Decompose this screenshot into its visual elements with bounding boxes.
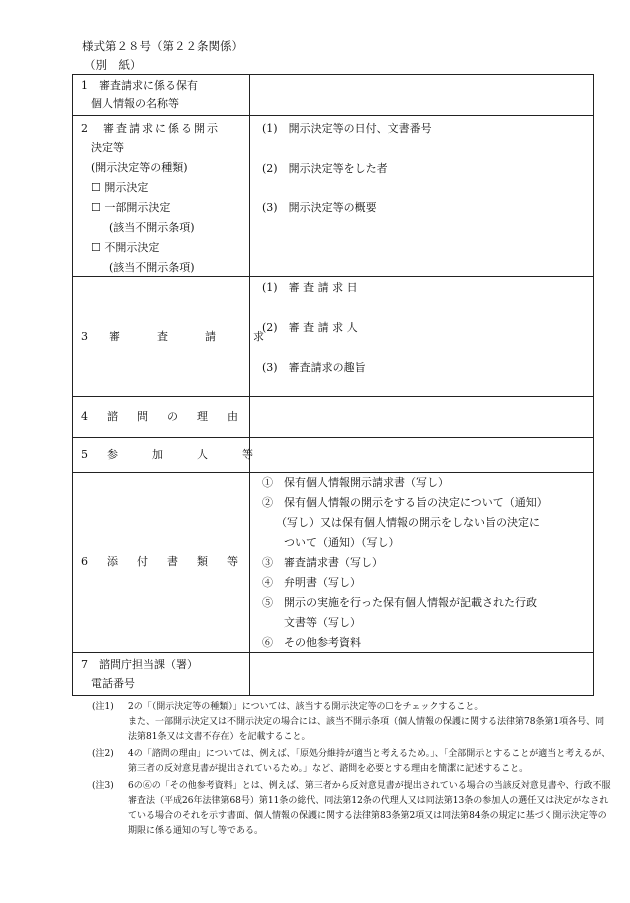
row1-value-cell[interactable] xyxy=(250,75,594,116)
note-3-line-1: 6の⑥の「その他参考資料」とは、例えば、第三者から反対意見書が提出されている場合の当該反対意見書や、行政不服審査法（平成26年法律第68号）第11条の総代、同法第12条の代理人又は同法第13条の参加人の選任又は決定がなされている場合のそれを示す書面、個人情報の保護に関する法律第83条第2項又は同法第84条の規定に基づく開示決定等の期限に係る通知の写し等である。 xyxy=(128,781,611,836)
row7-value-cell[interactable] xyxy=(250,653,594,696)
row-request xyxy=(73,277,594,397)
note-1 xyxy=(72,700,612,745)
note-3-body xyxy=(128,779,612,839)
non-disclosure-clause-note: (該当不開示条項) xyxy=(109,261,195,274)
attachment-item-6: ⑥ その他参考資料 xyxy=(262,636,361,649)
row2-label-line2: 決定等 xyxy=(91,141,124,154)
row-target-info xyxy=(73,75,594,116)
attachment-item-4: ④ 弁明書（写し） xyxy=(262,576,361,589)
checkbox-non-disclosure[interactable]: ☐ 不開示決定 xyxy=(91,241,160,254)
row4-value-cell[interactable] xyxy=(250,397,594,438)
form-table xyxy=(72,74,594,696)
attachment-item-2-cont2: ついて（通知）（写し） xyxy=(284,536,400,549)
row4-label-cell xyxy=(73,397,250,438)
request-date-label: (1) 審 査 請 求 日 xyxy=(262,281,358,294)
attachment-item-5: ⑤ 開示の実施を行った保有個人情報が記載された行政 xyxy=(262,596,537,609)
row6-label: 6 添 付 書 類 等 xyxy=(81,555,242,568)
decision-date-label: (1) 開示決定等の日付、文書番号 xyxy=(262,122,432,135)
note-2-body xyxy=(128,747,612,777)
row3-value-cell xyxy=(250,277,594,397)
partial-clause-note: (該当不開示条項) xyxy=(109,221,195,234)
row6-value-cell xyxy=(250,473,594,653)
attachment-item-2-cont1: （写し）又は保有個人情報の開示をしない旨の決定に xyxy=(276,516,540,529)
form-title: 様式第２８号（第２２条関係） xyxy=(82,39,243,53)
row3-label: 3 審 査 請 求 xyxy=(81,330,269,343)
row-decision xyxy=(73,116,594,277)
row7-label-cell xyxy=(73,653,250,696)
row2-label-line3: (開示決定等の種類) xyxy=(91,161,188,174)
form-subtitle: （別 紙） xyxy=(84,58,142,72)
attachment-item-1: ① 保有個人情報開示請求書（写し） xyxy=(262,476,449,489)
note-1-line-1: 2の「（開示決定等の種類）」については、該当する開示決定等の☐をチェックすること。 xyxy=(128,702,484,712)
row2-label-cell xyxy=(73,116,250,277)
row2-value-cell xyxy=(250,116,594,277)
row1-label-line2: 個人情報の名称等 xyxy=(91,97,179,110)
row2-label-line1: 2 審査請求に係る開示 xyxy=(81,122,220,135)
row-consult-reason xyxy=(73,397,594,438)
request-purpose-label: (3) 審査請求の趣旨 xyxy=(262,361,366,374)
row5-value-cell[interactable] xyxy=(250,438,594,473)
decision-maker-label: (2) 開示決定等をした者 xyxy=(262,162,388,175)
note-2 xyxy=(72,747,612,777)
checkbox-partial-disclosure[interactable]: ☐ 一部開示決定 xyxy=(91,201,171,214)
note-1-body xyxy=(128,700,612,745)
attachment-item-5-cont: 文書等（写し） xyxy=(284,616,361,629)
row4-label: 4 諮 問 の 理 由 xyxy=(81,410,242,423)
row3-label-cell xyxy=(73,277,269,397)
note-2-line-1: 4の「諮問の理由」については、例えば、「原処分維持が適当と考えるため。」、「全部開示とすることが適当と考えるが、第三者の反対意見書が提出されているため。」など、諮問を必要とする理由を簡潔に記述すること。 xyxy=(128,749,611,774)
requester-label: (2) 審 査 請 求 人 xyxy=(262,321,358,334)
row6-label-cell xyxy=(73,473,250,653)
decision-summary-label: (3) 開示決定等の概要 xyxy=(262,201,377,214)
note-1-label: (注1) xyxy=(92,702,114,712)
note-3 xyxy=(72,779,612,839)
row1-label-cell xyxy=(73,75,250,116)
note-3-label: (注3) xyxy=(92,781,114,791)
row-attachments xyxy=(73,473,594,653)
note-2-label: (注2) xyxy=(92,749,114,759)
row-department xyxy=(73,653,594,696)
attachment-item-2: ② 保有個人情報の開示をする旨の決定について（通知） xyxy=(262,496,548,509)
notes-section xyxy=(72,700,612,841)
row7-label-line2: 電話番号 xyxy=(91,677,135,690)
row5-label: 5 参 加 人 等 xyxy=(81,448,257,461)
row1-label-line1: 1 審査請求に係る保有 xyxy=(81,79,198,92)
checkbox-disclosure[interactable]: ☐ 開示決定 xyxy=(91,181,149,194)
row5-label-cell xyxy=(73,438,257,473)
attachment-item-3: ③ 審査請求書（写し） xyxy=(262,556,383,569)
row-participants xyxy=(73,438,594,473)
note-1-line-2: また、一部開示決定又は不開示決定の場合には、該当不開示条項（個人情報の保護に関する法律第78条第1項各号、同法第81条又は文書不存在）を記載すること。 xyxy=(128,717,605,742)
row7-label-line1: 7 諮問庁担当課（署） xyxy=(81,658,198,671)
